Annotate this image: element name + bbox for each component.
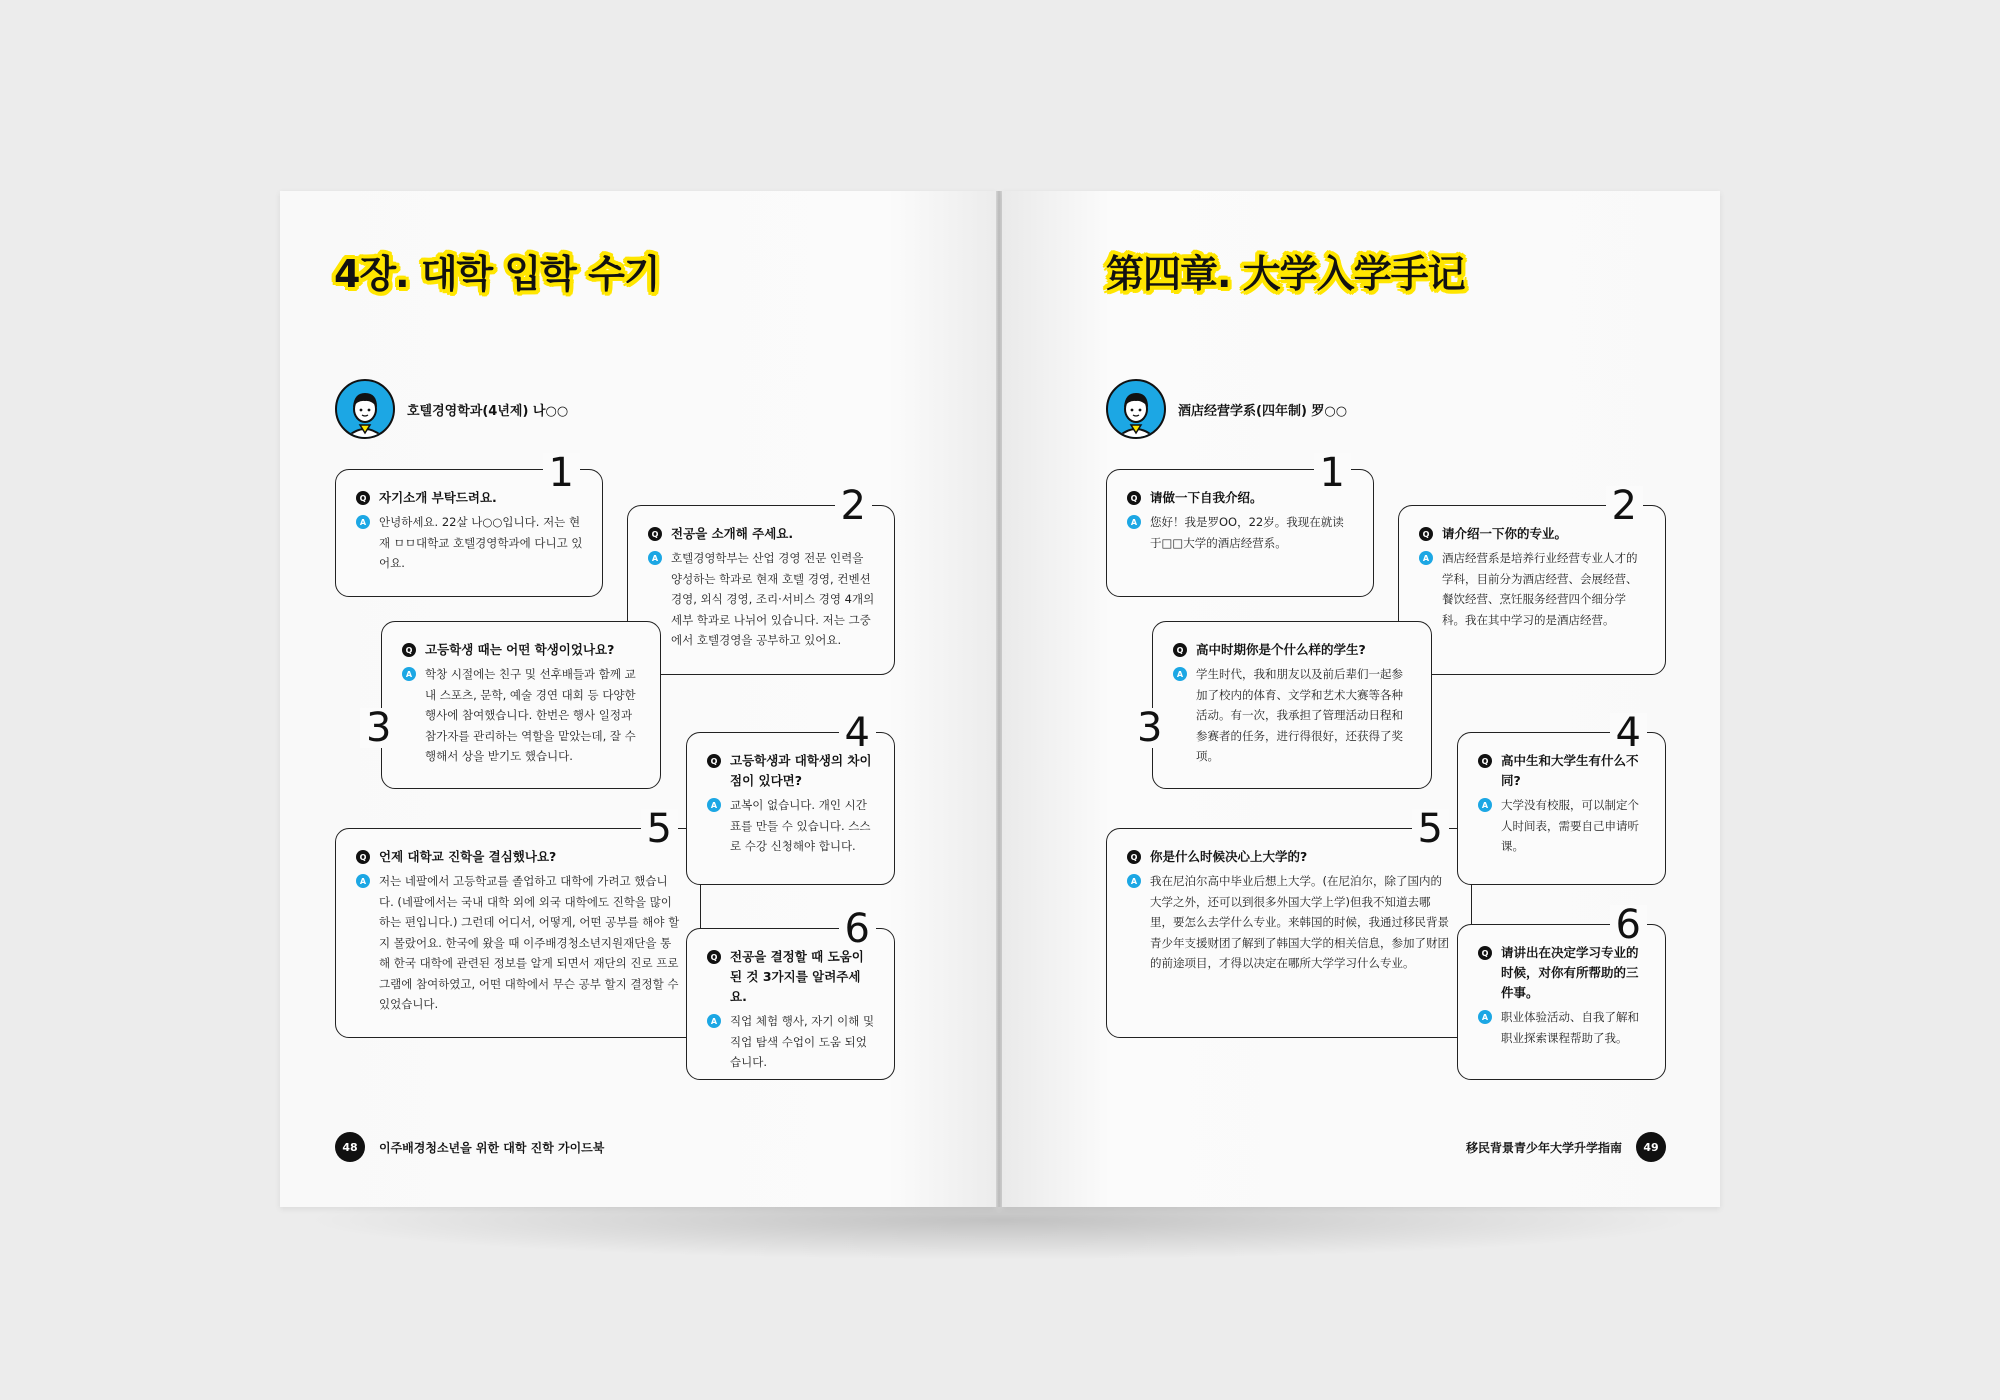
page-number: 48 [335,1132,365,1162]
question-text: 고등학생 때는 어떤 학생이었나요? [425,642,615,657]
answer-badge-icon: A [1478,1010,1492,1024]
question-badge-icon: Q [356,850,370,864]
answer-text: 我在尼泊尔高中毕业后想上大学。(在尼泊尔，除了国内的大学之外，还可以到很多外国大学上学)但我不知道去哪里，要怎么去学什么专业。来韩国的时候，我通过移民背景青少年支援财团了解到了韩国大学的相关信息，参加了财团的前途项目，才得以决定在哪所大学学习什么专业。 [1150,874,1449,970]
profile-name: 酒店经营学系(四年制) 罗○○ [1178,403,1348,419]
question-text: 请介绍一下你的专业。 [1442,526,1568,541]
qa-card-6 [686,906,895,1080]
answer-text: 学生时代，我和朋友以及前后辈们一起参加了校内的体育、文学和艺术大赛等各种活动。有一次，我承担了管理活动日程和参赛者的任务，进行得很好，还获得了奖项。 [1196,667,1403,763]
question-badge-icon: Q [1127,491,1141,505]
qa-number: 6 [1610,905,1647,945]
qa-card-4 [686,710,895,885]
question-badge-icon: Q [1173,643,1187,657]
answer-badge-icon: A [1127,515,1141,529]
question-badge-icon: Q [1127,850,1141,864]
qa-card-5 [1106,806,1472,1038]
answer-text: 저는 네팔에서 고등학교를 졸업하고 대학에 가려고 했습니다. (네팔에서는 국내 대학 외에 외국 대학에도 진학을 많이 하는 편입니다.) 그런데 어디서, 어떻게, 어떤 공부를 해야 할지 몰랐어요. 한국에 왔을 때 이주배경청소년지원재단을 통해 한국 대학에 관련된 정보를 알게 되면서 재단의 진로 프로그램에 참여하였고, 어떤 대학에서 무슨 공부 할지 결정할 수 있었습니다. [379,874,680,1011]
answer-badge-icon: A [648,551,662,565]
qa-number: 1 [543,453,580,493]
answer-badge-icon: A [356,515,370,529]
question-badge-icon: Q [402,643,416,657]
answer-text: 您好！我是罗OO，22岁。我现在就读于□□大学的酒店经营系。 [1150,515,1344,550]
left-page [280,191,996,1207]
question-badge-icon: Q [707,950,721,964]
footer-text: 移民背景青少年大学升学指南 [1465,1140,1622,1155]
qa-card-4 [1457,710,1666,885]
answer-badge-icon: A [1173,667,1187,681]
question-badge-icon: Q [356,491,370,505]
answer-badge-icon: A [1419,551,1433,565]
question-text: 请做一下自我介绍。 [1150,490,1263,505]
question-text: 언제 대학교 진학을 결심했나요? [379,849,557,864]
qa-number: 4 [1610,713,1647,753]
answer-text: 교복이 없습니다. 개인 시간표를 만들 수 있습니다. 스스로 수강 신청해야 합니다. [730,798,871,853]
qa-card-1 [1106,450,1374,597]
qa-number: 4 [839,713,876,753]
question-text: 高中生和大学生有什么不同? [1501,753,1639,788]
answer-text: 호텔경영학부는 산업 경영 전문 인력을 양성하는 학과로 현재 호텔 경영, 컨벤션 경영, 외식 경영, 조리·서비스 경영 4개의 세부 학과로 나뉘어 있습니다. 저는 그중에서 호텔경영을 공부하고 있어요. [671,551,875,647]
question-badge-icon: Q [1419,527,1433,541]
qa-card-6 [1457,902,1666,1080]
page-footer [335,1132,618,1162]
question-text: 자기소개 부탁드려요. [379,490,497,505]
question-badge-icon: Q [1478,754,1492,768]
profile-name: 호텔경영학과(4년제) 나○○ [407,403,569,419]
chapter-title: 第四章. 大学入学手记 [1106,252,1465,296]
answer-text: 직업 체험 행사, 자기 이해 및 직업 탐색 수업이 도움 되었습니다. [730,1014,875,1069]
question-badge-icon: Q [1478,946,1492,960]
question-text: 전공을 소개해 주세요. [671,526,794,541]
answer-badge-icon: A [402,667,416,681]
qa-number: 2 [835,486,872,526]
qa-number: 1 [1314,453,1351,493]
profile [335,379,568,439]
qa-number: 3 [360,708,397,748]
qa-number: 3 [1131,708,1168,748]
answer-badge-icon: A [356,874,370,888]
question-text: 전공을 결정할 때 도움이 된 것 3가지를 알려주세요. [730,949,864,1004]
avatar-icon [335,379,395,439]
answer-text: 酒店经营系是培养行业经营专业人才的学科，目前分为酒店经营、会展经营、餐饮经营、烹饪服务经营四个细分学科。我在其中学习的是酒店经营。 [1442,551,1638,627]
qa-card-1 [335,450,603,597]
avatar-icon [1106,379,1166,439]
footer-text: 이주배경청소년을 위한 대학 진학 가이드북 [379,1140,605,1155]
question-text: 고등학생과 대학생의 차이점이 있다면? [730,753,872,788]
qa-card-5 [335,806,701,1038]
question-text: 你是什么时候决心上大学的? [1150,849,1308,864]
answer-badge-icon: A [1127,874,1141,888]
answer-text: 학창 시절에는 친구 및 선후배들과 함께 교내 스포츠, 문학, 예술 경연 대회 등 다양한 행사에 참여했습니다. 한번은 행사 일정과 참가자를 관리하는 역할을 맡았는데, 잘 수행해서 상을 받기도 했습니다. [425,667,636,763]
page-footer [1452,1132,1666,1162]
question-text: 请讲出在决定学习专业的时候，对你有所帮助的三件事。 [1501,945,1639,1000]
qa-number: 6 [839,909,876,949]
profile [1106,379,1347,439]
page-number: 49 [1636,1132,1666,1162]
chapter-title: 4장. 대학 입학 수기 [334,252,660,296]
right-page [1002,191,1720,1207]
answer-text: 안녕하세요. 22살 나○○입니다. 저는 현재 ㅁㅁ대학교 호텔경영학과에 다니고 있어요. [379,515,583,570]
question-badge-icon: Q [648,527,662,541]
answer-badge-icon: A [1478,798,1492,812]
question-text: 高中时期你是个什么样的学生? [1196,642,1366,657]
qa-number: 5 [1412,809,1449,849]
question-badge-icon: Q [707,754,721,768]
qa-card-3 [1137,621,1432,789]
answer-badge-icon: A [707,1014,721,1028]
answer-text: 大学没有校服，可以制定个人时间表，需要自己申请听课。 [1501,798,1639,853]
qa-number: 2 [1606,486,1643,526]
qa-card-2 [627,483,895,675]
qa-card-3 [366,621,661,789]
qa-number: 5 [641,809,678,849]
qa-card-2 [1398,483,1666,675]
answer-text: 职业体验活动、自我了解和职业探索课程帮助了我。 [1501,1010,1639,1045]
answer-badge-icon: A [707,798,721,812]
